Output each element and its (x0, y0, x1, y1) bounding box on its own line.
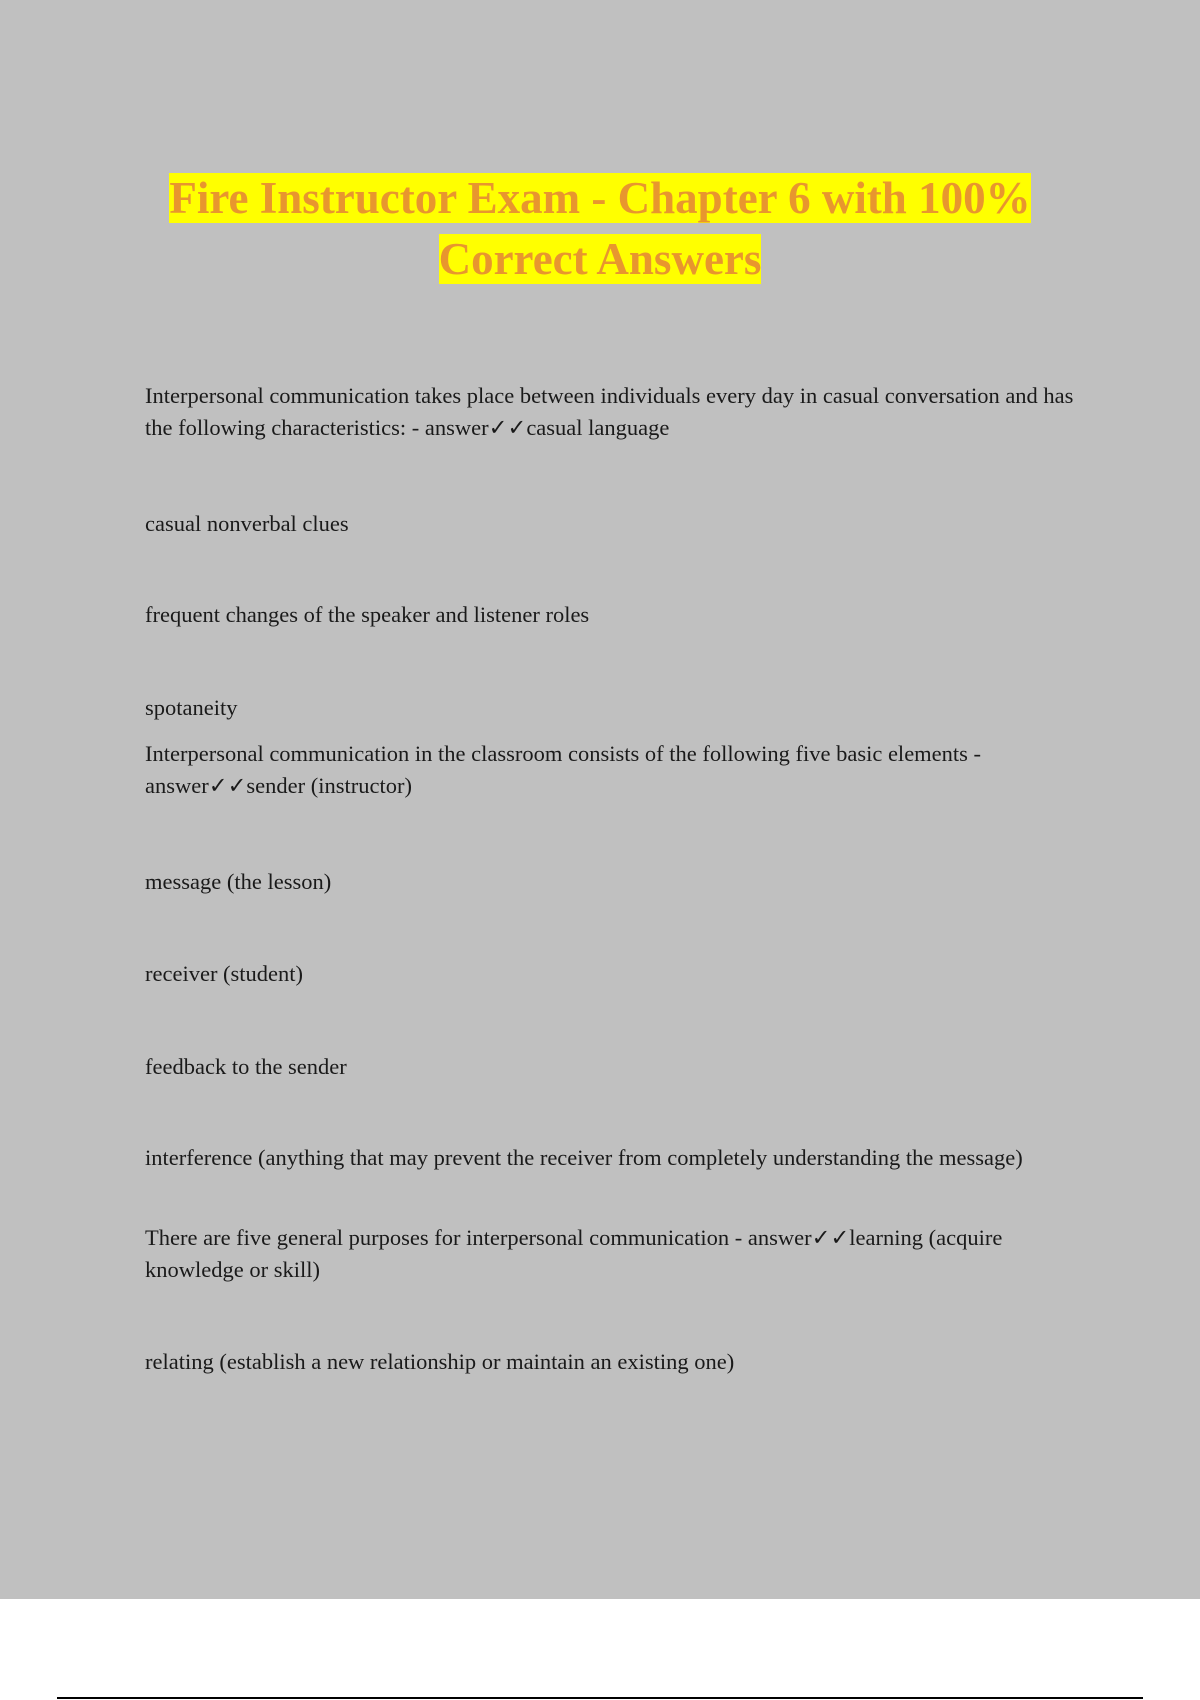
answer-item: interference (anything that may prevent the receiver from completely understanding the message) (145, 1145, 1023, 1170)
title-line-1: Fire Instructor Exam - Chapter 6 with 100% (169, 173, 1031, 223)
answer-item: casual nonverbal clues (145, 511, 349, 536)
question-answer-entry: Interpersonal communication takes place between individuals every day in casual conversation and has the following characteristics: - answer✓✓casual language (145, 383, 1074, 440)
answer-item: spotaneity (145, 695, 238, 720)
page-divider (57, 1697, 1143, 1699)
title-line-2: Correct Answers (438, 234, 762, 284)
document-title (0, 168, 1200, 290)
answer-item: receiver (student) (145, 961, 304, 986)
answer-item: message (the lesson) (145, 869, 332, 894)
answer-item: frequent changes of the speaker and listener roles (145, 602, 590, 627)
answer-item: feedback to the sender (145, 1054, 347, 1079)
question-answer-entry: Interpersonal communication in the classroom consists of the following five basic elements - answer✓✓sender (instructor) (145, 741, 982, 798)
answer-item: relating (establish a new relationship or maintain an existing one) (145, 1349, 735, 1374)
question-answer-entry: There are five general purposes for interpersonal communication - answer✓✓learning (acquire knowledge or skill) (145, 1225, 1003, 1282)
